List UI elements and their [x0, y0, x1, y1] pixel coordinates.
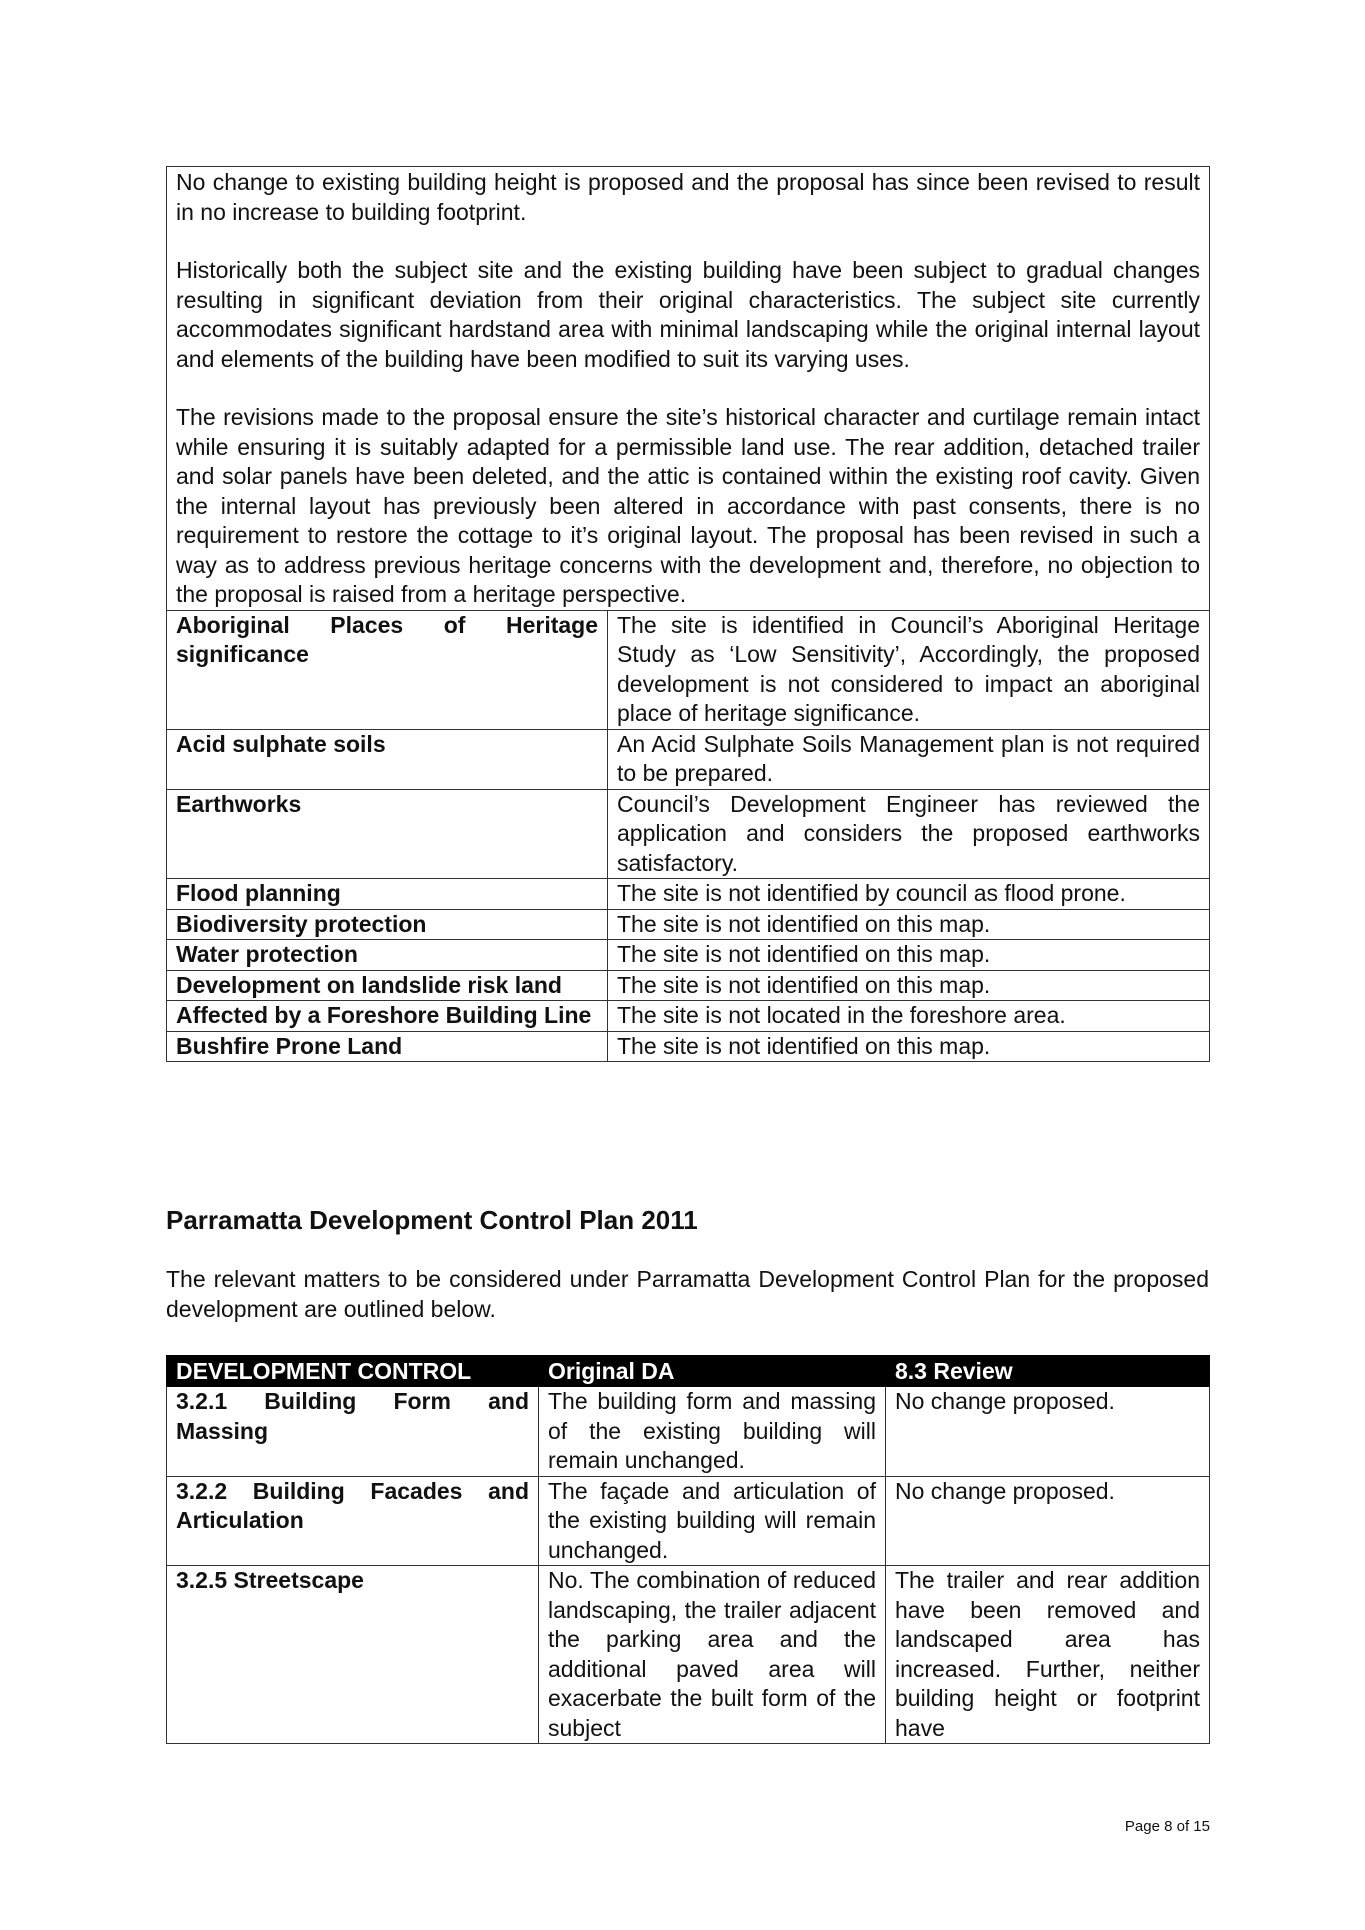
table-row: [167, 909, 1210, 940]
page-number: Page 8 of 15: [1124, 1818, 1210, 1835]
table-row: [167, 1031, 1210, 1062]
table-row: [167, 789, 1210, 879]
paragraph: The revisions made to the proposal ensure the site’s historical character and curtilage remain intact while ensuring it is suitably adapted for a permissible land use. The rear addition, detached trailer and solar panels have been deleted, and the attic is contained within the existing roof cavity. Given the internal layout has previously been altered in accordance with past consents, there is no requirement to restore the cottage to it’s original layout. The proposal has been revised in such a way as to address previous heritage concerns with the development and, therefore, no objection to the proposal is raised from a heritage perspective.: [176, 404, 1201, 607]
row-label: Development on landslide risk land: [167, 970, 608, 1001]
heritage-discussion-row: [167, 167, 1210, 611]
table-row: [167, 970, 1210, 1001]
review-cell: [886, 1566, 1210, 1744]
row-label: Earthworks: [167, 789, 608, 879]
column-header: Original DA: [539, 1356, 886, 1387]
original-da-cell: [539, 1566, 886, 1744]
cell-text: No. The combination of reduced landscaping, the trailer adjacent the parking area and the additional paved area will exacerbate the built form of the subject: [548, 1567, 876, 1741]
row-label: Aboriginal Places of Heritage significance: [167, 610, 608, 729]
table-row: [167, 940, 1210, 971]
section-intro: The relevant matters to be considered under Parramatta Development Control Plan for the proposed development are outlined below.: [166, 1266, 1209, 1322]
section-heading: Parramatta Development Control Plan 2011: [166, 1205, 698, 1235]
row-text: An Acid Sulphate Soils Management plan is not required to be prepared.: [608, 729, 1210, 789]
table-row: [167, 1566, 1210, 1744]
original-da-cell: The façade and articulation of the existing building will remain unchanged.: [539, 1476, 886, 1566]
row-text: Council’s Development Engineer has reviewed the application and considers the proposed earthworks satisfactory.: [608, 789, 1210, 879]
dcp-compliance-table: [166, 1355, 1210, 1744]
table-row: [167, 879, 1210, 910]
table-row: [167, 729, 1210, 789]
row-label: Flood planning: [167, 879, 608, 910]
row-label: Water protection: [167, 940, 608, 971]
column-header: 8.3 Review: [886, 1356, 1210, 1387]
table-row: [167, 610, 1210, 729]
cell-text: The trailer and rear addition have been removed and landscaped area has increased. Further, neither building height or footprint have: [895, 1567, 1200, 1741]
review-cell: No change proposed.: [886, 1387, 1210, 1477]
row-text: The site is not identified on this map.: [608, 1031, 1210, 1062]
row-text: The site is not located in the foreshore area.: [608, 1001, 1210, 1032]
review-cell: No change proposed.: [886, 1476, 1210, 1566]
cell-text: 3.2.5 Streetscape: [176, 1567, 364, 1593]
table-row: [167, 1387, 1210, 1477]
row-text: The site is not identified on this map.: [608, 970, 1210, 1001]
control-cell: 3.2.2 Building Facades and Articulation: [167, 1476, 539, 1566]
paragraph: Historically both the subject site and the existing building have been subject to gradual changes resulting in significant deviation from their original characteristics. The subject site currently accommodates significant hardstand area with minimal landscaping while the original internal layout and elements of the building have been modified to suit its varying uses.: [176, 257, 1201, 372]
row-label: Biodiversity protection: [167, 909, 608, 940]
row-label: Acid sulphate soils: [167, 729, 608, 789]
row-text: The site is identified in Council’s Aboriginal Heritage Study as ‘Low Sensitivity’, Accordingly, the proposed development is not considered to impact an aboriginal place of heritage significance.: [608, 610, 1210, 729]
table-row: [167, 1476, 1210, 1566]
row-text: The site is not identified on this map.: [608, 909, 1210, 940]
row-label: Affected by a Foreshore Building Line: [167, 1001, 608, 1032]
row-text: The site is not identified by council as flood prone.: [608, 879, 1210, 910]
control-cell: 3.2.1 Building Form and Massing: [167, 1387, 539, 1477]
heritage-discussion-cell: [167, 167, 1210, 611]
original-da-cell: The building form and massing of the existing building will remain unchanged.: [539, 1387, 886, 1477]
column-header: DEVELOPMENT CONTROL: [167, 1356, 539, 1387]
row-label: Bushfire Prone Land: [167, 1031, 608, 1062]
paragraph: No change to existing building height is proposed and the proposal has since been revised to result in no increase to building footprint.: [176, 169, 1201, 225]
lep-compliance-table: [166, 166, 1210, 1062]
table-header-row: [167, 1356, 1210, 1387]
control-cell: [167, 1566, 539, 1744]
row-text: The site is not identified on this map.: [608, 940, 1210, 971]
table-row: [167, 1001, 1210, 1032]
